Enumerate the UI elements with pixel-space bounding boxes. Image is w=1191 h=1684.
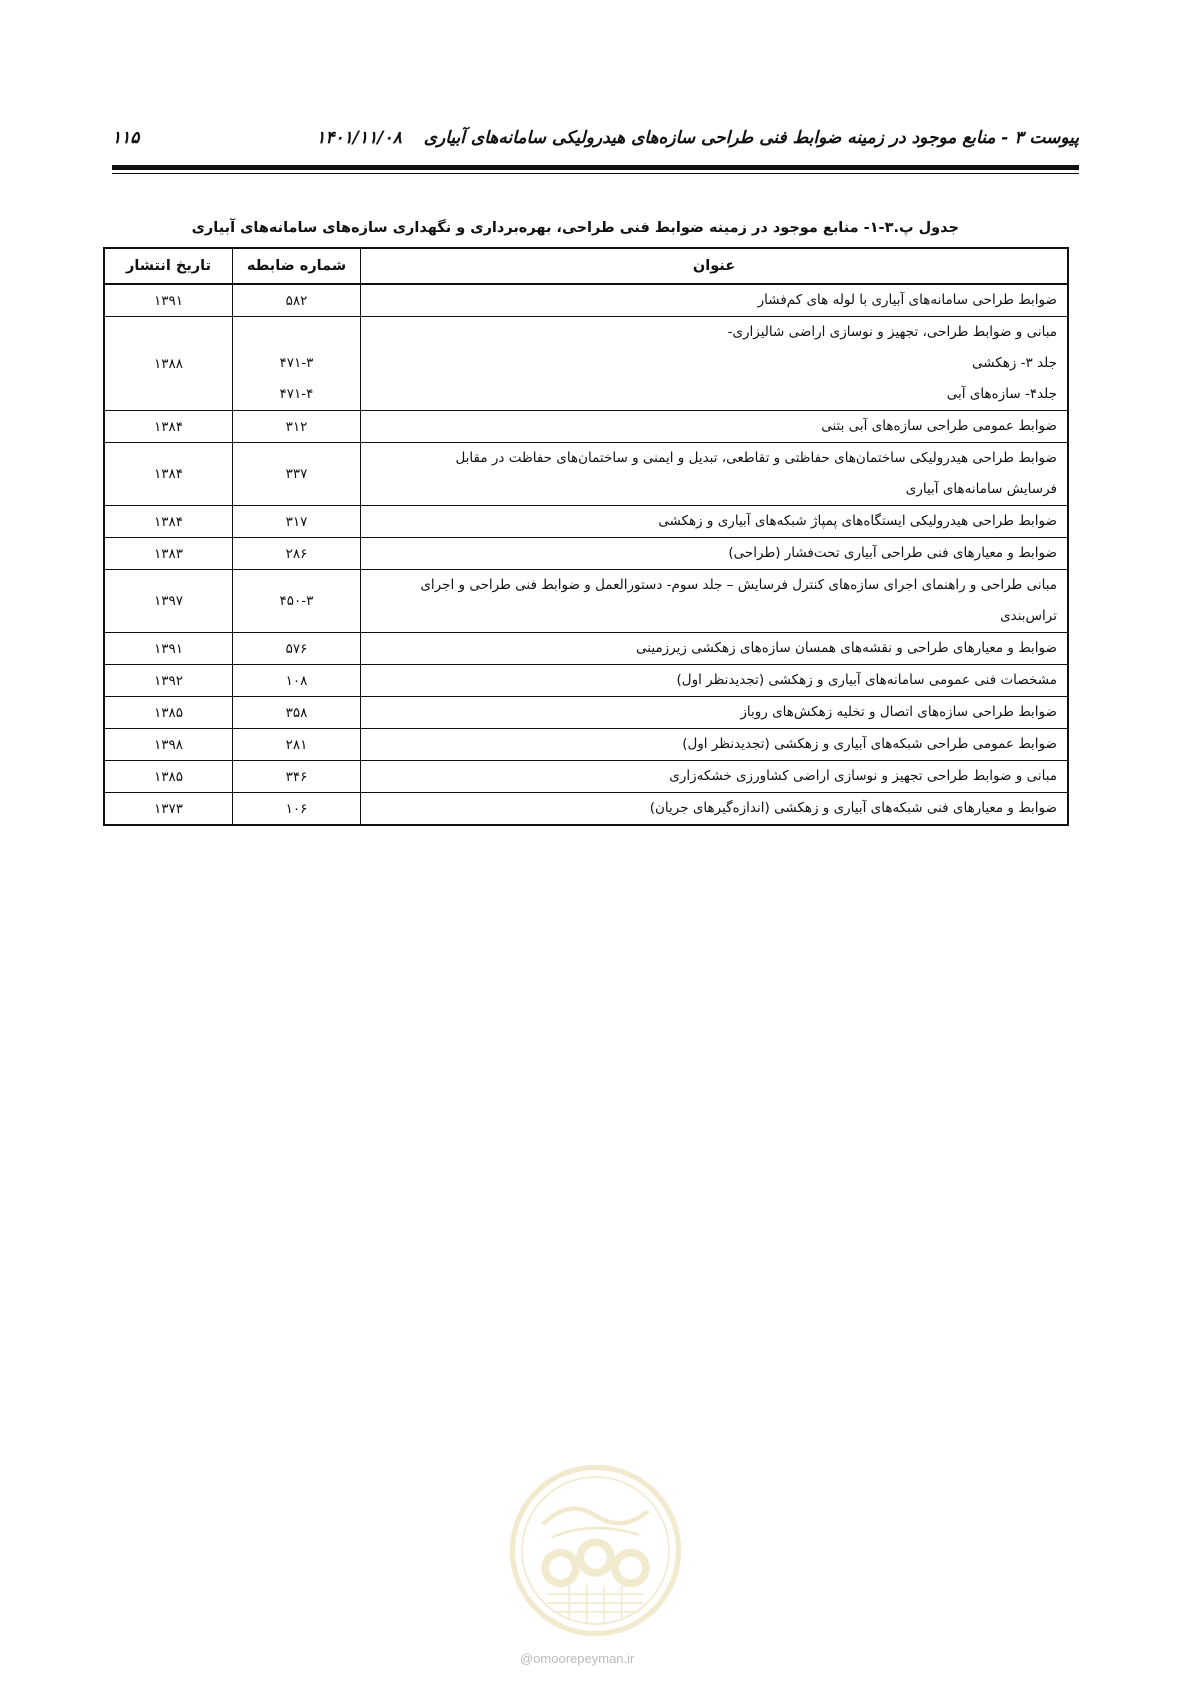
- table-row: [104, 284, 1068, 317]
- title-line: مبانی طراحی و راهنمای اجرای سازه‌های کنترل فرسایش – جلد سوم- دستورالعمل و ضوابط فنی طراحی و اجرای: [420, 577, 1057, 593]
- cell-year: ۱۳۹۱: [104, 284, 233, 317]
- title-line: مبانی و ضوابط طراحی تجهیز و نوسازی اراضی کشاورزی خشکه‌زاری: [669, 768, 1057, 784]
- cell-year: ۱۳۹۸: [104, 729, 233, 761]
- code-line: ۲۸۶: [285, 545, 308, 562]
- cell-title: [361, 793, 1069, 826]
- table-row: [104, 793, 1068, 826]
- cell-code: [233, 729, 361, 761]
- running-title: [316, 128, 1079, 148]
- cell-code: [233, 411, 361, 443]
- code-line: ۵۷۶: [285, 640, 308, 657]
- code-line: ۱۰۸: [285, 672, 308, 689]
- cell-code: [233, 443, 361, 506]
- title-line: مبانی و ضوابط طراحی، تجهیز و نوسازی اراضی شالیزاری-: [727, 324, 1057, 340]
- cell-code: [233, 284, 361, 317]
- title-line: تراس‌بندی: [1000, 608, 1057, 624]
- code-line: ۴۷۱-۳: [279, 355, 314, 371]
- code-line: ۴۷۱-۴: [279, 386, 314, 402]
- code-line: [243, 317, 350, 348]
- title-line: ضوابط طراحی هیدرولیکی ایستگاه‌های پمپاژ شبکه‌های آبیاری و زهکشی: [658, 513, 1057, 529]
- cell-year: ۱۳۸۵: [104, 761, 233, 793]
- code-line: ۳۳۷: [285, 466, 308, 482]
- page-header: [112, 128, 1079, 158]
- cell-title: [361, 317, 1069, 411]
- title-line: ضوابط و معیارهای فنی شبکه‌های آبیاری و زهکشی (اندازه‌گیرهای جریان): [649, 800, 1057, 816]
- table-row: [104, 538, 1068, 570]
- header-date: ۱۴۰۱/۱۱/۰۸: [316, 128, 402, 148]
- cell-code: [233, 506, 361, 538]
- header-rule-thick: [112, 165, 1079, 170]
- title-line: ضوابط و معیارهای فنی طراحی آبیاری تحت‌فشار (طراحی): [728, 545, 1057, 561]
- cell-year: ۱۳۸۵: [104, 697, 233, 729]
- title-line: جلد۴- سازه‌های آبی: [946, 386, 1057, 402]
- table-row: [104, 633, 1068, 665]
- table-row: [104, 665, 1068, 697]
- table-row: [104, 411, 1068, 443]
- cell-title: [361, 284, 1069, 317]
- table-caption: جدول پ.۳-۱- منابع موجود در زمینه ضوابط فنی طراحی، بهره‌برداری و نگهداری سازه‌های سامانه‌های آبیاری: [191, 220, 959, 236]
- table-row: [104, 570, 1068, 633]
- page-number: ۱۱۵: [112, 128, 140, 148]
- title-line: ضوابط عمومی طراحی سازه‌های آبی بتنی: [821, 418, 1057, 434]
- title-line: ضوابط عمومی طراحی شبکه‌های آبیاری و زهکشی (تجدیدنظر اول): [682, 736, 1057, 752]
- title-line: مشخصات فنی عمومی سامانه‌های آبیاری و زهکشی (تجدیدنظر اول): [676, 672, 1057, 688]
- cell-year: ۱۳۸۴: [104, 506, 233, 538]
- table-row: [104, 443, 1068, 506]
- watermark-seal-logo: [508, 1463, 683, 1638]
- header-title: عنوان: [361, 248, 1069, 284]
- table-row: [104, 697, 1068, 729]
- table-row: [104, 317, 1068, 411]
- title-line: ضوابط طراحی هیدرولیکی ساختمان‌های حفاظتی و تقاطعی، تبدیل و ایمنی و ساختمان‌های حفاظت در مقابل: [455, 450, 1057, 466]
- cell-title: [361, 761, 1069, 793]
- table-header-row: [104, 248, 1068, 284]
- title-line: فرسایش سامانه‌های آبیاری: [905, 481, 1057, 497]
- code-line: ۳۴۶: [285, 768, 308, 785]
- code-line: ۱۰۶: [285, 800, 308, 817]
- header-year: تاریخ انتشار: [104, 248, 233, 284]
- cell-year: ۱۳۷۳: [104, 793, 233, 826]
- table-row: [104, 506, 1068, 538]
- cell-year: ۱۳۸۳: [104, 538, 233, 570]
- cell-code: [233, 793, 361, 826]
- cell-code: [233, 761, 361, 793]
- code-line: ۲۸۱: [285, 736, 308, 753]
- header-code: شماره ضابطه: [233, 248, 361, 284]
- table-row: [104, 729, 1068, 761]
- title-line: ضوابط و معیارهای طراحی و نقشه‌های همسان سازه‌های زهکشی زیرزمینی: [636, 640, 1057, 656]
- cell-code: [233, 317, 361, 411]
- cell-title: [361, 411, 1069, 443]
- table-row: [104, 761, 1068, 793]
- cell-year: ۱۳۸۴: [104, 443, 233, 506]
- code-line: ۳۱۷: [285, 513, 308, 530]
- cell-title: [361, 633, 1069, 665]
- cell-code: [233, 570, 361, 633]
- code-line: ۳۵۸: [285, 704, 308, 721]
- cell-title: [361, 665, 1069, 697]
- cell-title: [361, 506, 1069, 538]
- cell-year: ۱۳۹۱: [104, 633, 233, 665]
- cell-year: ۱۳۸۸: [104, 317, 233, 411]
- code-line: ۴۵۰-۳: [279, 593, 314, 609]
- code-line: ۳۱۲: [285, 418, 308, 435]
- header-rule-thin: [112, 173, 1079, 174]
- table-body: [104, 284, 1068, 825]
- cell-year: ۱۳۸۴: [104, 411, 233, 443]
- cell-title: [361, 443, 1069, 506]
- running-title-text: پیوست ۳ - منابع موجود در زمینه ضوابط فنی طراحی سازه‌های هیدرولیکی سامانه‌های آبیاری: [423, 128, 1079, 148]
- cell-title: [361, 697, 1069, 729]
- cell-title: [361, 570, 1069, 633]
- code-line: ۵۸۲: [285, 292, 308, 309]
- cell-title: [361, 538, 1069, 570]
- references-table: [103, 247, 1069, 826]
- cell-code: [233, 538, 361, 570]
- cell-code: [233, 665, 361, 697]
- title-line: ضوابط طراحی سامانه‌های آبیاری با لوله های کم‌فشار: [757, 292, 1057, 308]
- cell-year: ۱۳۹۲: [104, 665, 233, 697]
- cell-year: ۱۳۹۷: [104, 570, 233, 633]
- cell-code: [233, 633, 361, 665]
- cell-code: [233, 697, 361, 729]
- cell-title: [361, 729, 1069, 761]
- title-line: ضوابط طراحی سازه‌های اتصال و تخلیه زهکش‌های روباز: [740, 704, 1057, 720]
- title-line: جلد ۳- زهکشی: [971, 355, 1057, 371]
- watermark-url: @omoorepeyman.ir: [520, 1651, 635, 1666]
